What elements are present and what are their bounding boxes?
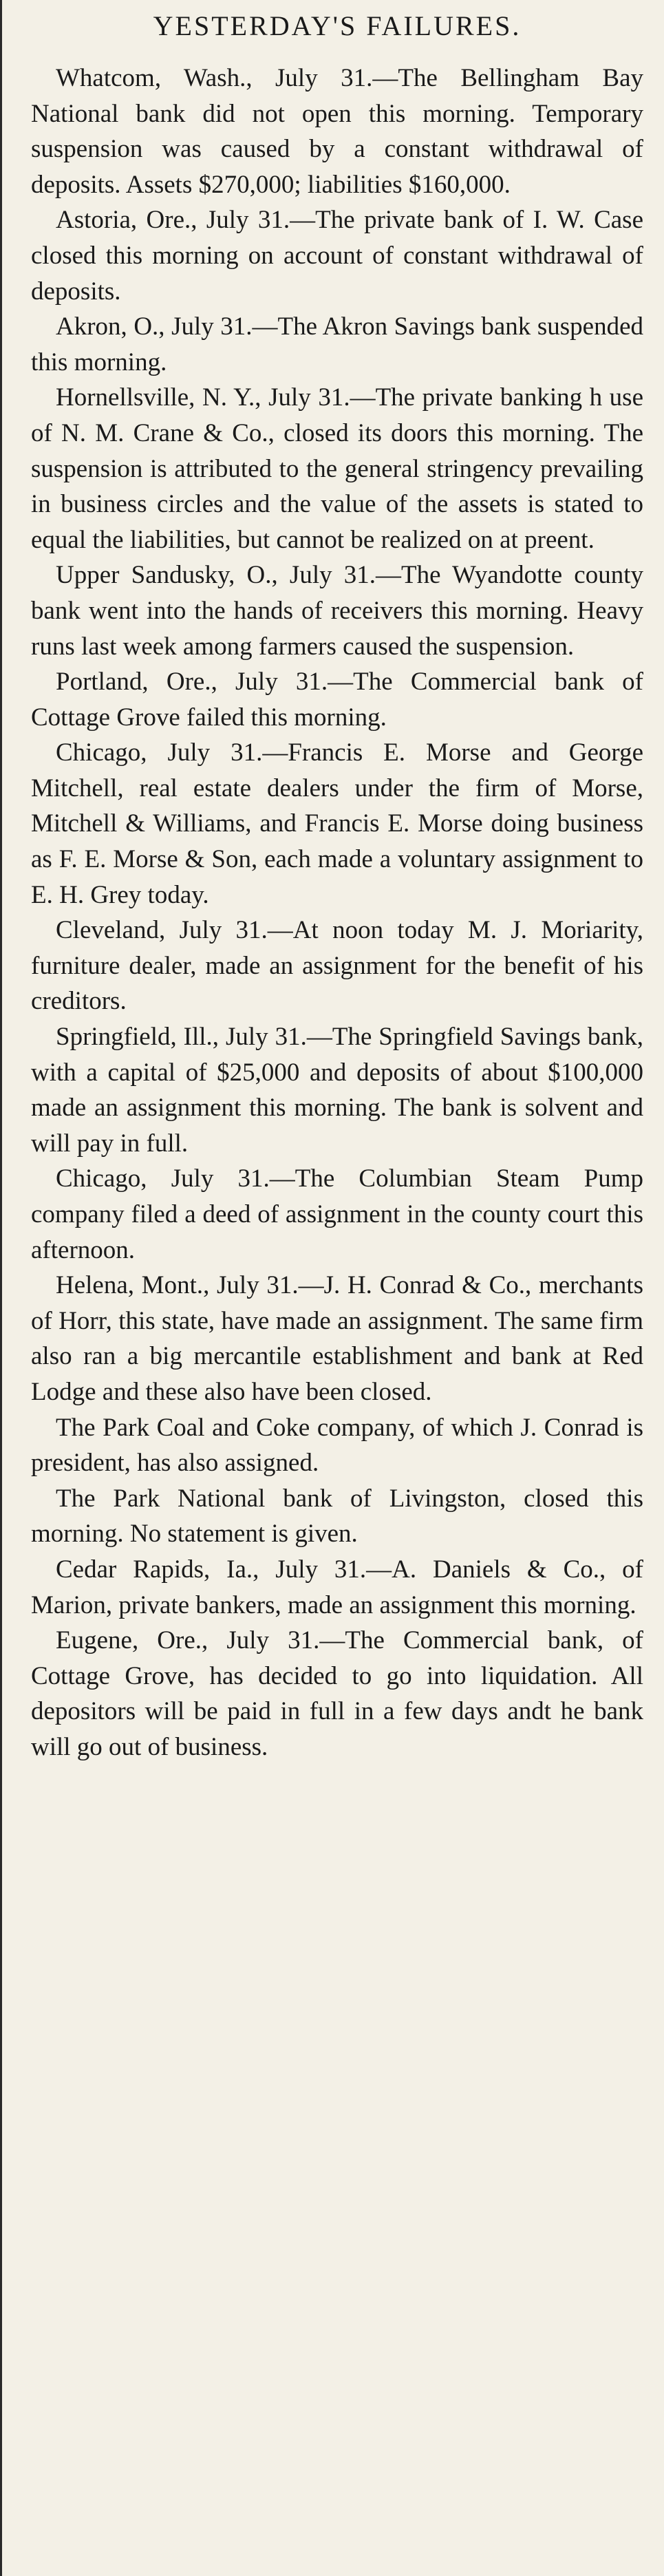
news-item-cleveland: Cleveland, July 31.—At noon today M. J. Moriarity, furniture dealer, made an assignment for the benefit of his creditors. bbox=[31, 916, 643, 1016]
news-item-portland: Portland, Ore., July 31.—The Commercial bank of Cottage Grove failed this morning. bbox=[31, 668, 643, 732]
news-item-akron: Akron, O., July 31.—The Akron Savings bank suspended this morning. bbox=[31, 312, 643, 376]
news-item-hornellsville: Hornellsville, N. Y., July 31.—The private banking h use of N. M. Crane & Co., closed its doors this morning. The suspension is attributed to the general stringency prevailing in business circles and the value of the assets is stated to equal the liabilities, but cannot be realized on at preent. bbox=[31, 383, 643, 554]
news-item-chicago-morse: Chicago, July 31.—Francis E. Morse and George Mitchell, real estate dealers under the firm of Morse, Mitchell & Williams, and Francis E. Morse doing business as F. E. Morse & Son, each made a voluntary assignment to E. H. Grey today. bbox=[31, 738, 643, 909]
headline: YESTERDAY'S FAILURES. bbox=[153, 10, 522, 41]
news-item-chicago-columbian: Chicago, July 31.—The Columbian Steam Pump company filed a deed of assignment in the county court this afternoon. bbox=[31, 1164, 643, 1264]
news-item-cedar-rapids: Cedar Rapids, Ia., July 31.—A. Daniels & Co., of Marion, private bankers, made an assignment this morning. bbox=[31, 1555, 643, 1619]
news-item-park-national: The Park National bank of Livingston, closed this morning. No statement is given. bbox=[31, 1484, 643, 1548]
news-item-whatcom: Whatcom, Wash., July 31.—The Bellingham Bay National bank did not open this morning. Temporary suspension was caused by a constant withdrawal of deposits. Assets $270,000; liabilities $160,000. bbox=[31, 64, 643, 199]
news-item-helena: Helena, Mont., July 31.—J. H. Conrad & Co., merchants of Horr, this state, have made an assignment. The same firm also ran a big mercantile establishment and bank at Red Lodge and these also have been closed. bbox=[31, 1271, 643, 1406]
news-item-astoria: Astoria, Ore., July 31.—The private bank of I. W. Case closed this morning on account of constant withdrawal of deposits. bbox=[31, 206, 643, 306]
news-item-eugene: Eugene, Ore., July 31.—The Commercial bank, of Cottage Grove, has decided to go into liquidation. All depositors will be paid in full in a few days andt he bank will go out of business. bbox=[31, 1626, 643, 1761]
news-item-upper-sandusky: Upper Sandusky, O., July 31.—The Wyandotte county bank went into the hands of receivers this morning. Heavy runs last week among farmers caused the suspension. bbox=[31, 561, 643, 661]
news-item-springfield: Springfield, Ill., July 31.—The Springfield Savings bank, with a capital of $25,000 and deposits of about $100,000 made an assignment this morning. The bank is solvent and will pay in full. bbox=[31, 1023, 643, 1158]
news-item-park-coal: The Park Coal and Coke company, of which J. Conrad is president, has also assigned. bbox=[31, 1413, 643, 1478]
